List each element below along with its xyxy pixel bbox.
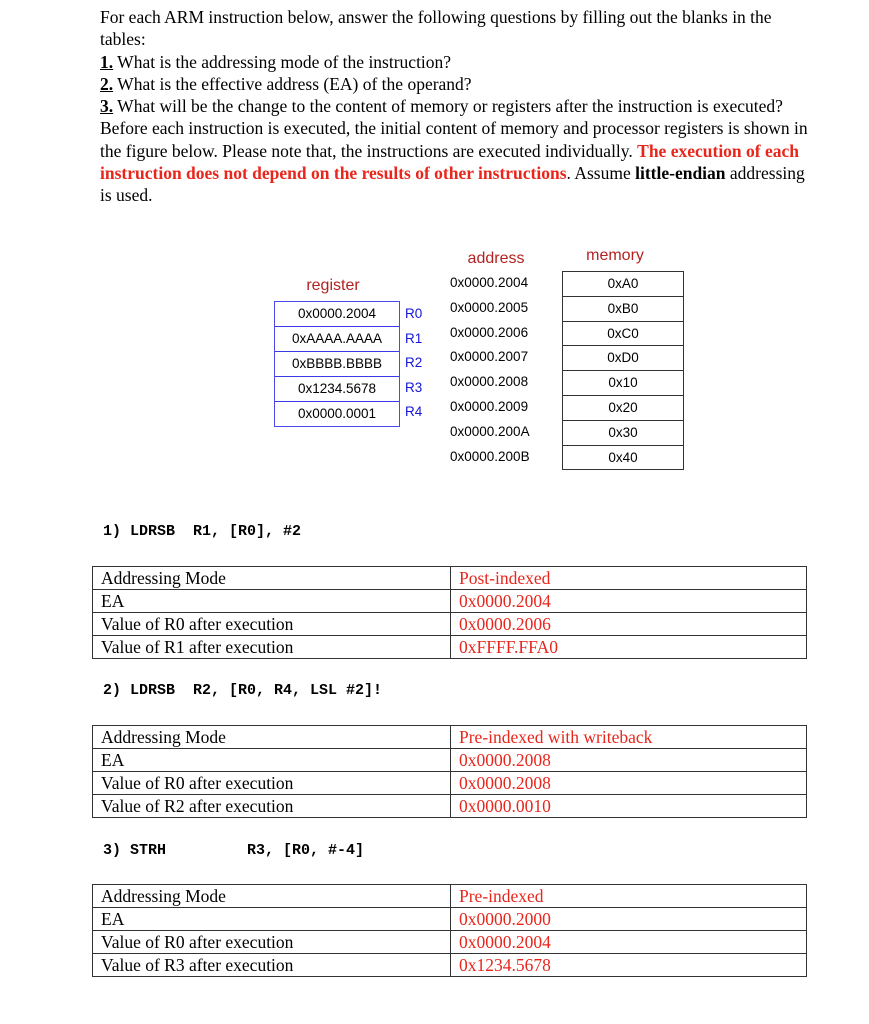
answer-cell[interactable]: 0x0000.2008	[451, 749, 807, 772]
instruction-2: 2) LDRSB R2, [R0, R4, LSL #2]!	[103, 682, 383, 699]
memory-address: 0x0000.2005	[450, 299, 529, 315]
memory-address: 0x0000.2007	[450, 349, 529, 365]
register-table	[274, 301, 400, 427]
table-row	[93, 749, 807, 772]
context-paragraph	[100, 117, 820, 206]
table-row	[93, 567, 807, 590]
table-row	[93, 726, 807, 749]
q1-number: 1.	[100, 51, 114, 72]
answer-cell[interactable]: Pre-indexed	[451, 885, 807, 908]
row-label: EA	[93, 590, 451, 613]
answer-table-1	[92, 566, 807, 659]
memory-value: 0x20	[563, 396, 683, 421]
answer-cell[interactable]: 0x0000.2004	[451, 931, 807, 954]
memory-address: 0x0000.200A	[450, 423, 530, 439]
context-text: Before each instruction is executed, the initial content of memory and processor registers is shown in the figure below. Please note that, the instructions are executed individually.	[100, 118, 808, 161]
endian-text: little-endian	[635, 163, 726, 184]
tail-text-1: . Assume	[566, 163, 636, 184]
answer-cell[interactable]: Pre-indexed with writeback	[451, 726, 807, 749]
memory-value: 0xC0	[563, 322, 683, 347]
register-value: 0x0000.0001	[297, 406, 377, 421]
question-1	[100, 51, 820, 73]
memory-address: 0x0000.200B	[450, 448, 530, 464]
row-label: Value of R0 after execution	[93, 931, 451, 954]
register-value: 0xBBBB.BBBB	[275, 352, 399, 377]
answer-cell[interactable]: 0x0000.2004	[451, 590, 807, 613]
table-row	[93, 590, 807, 613]
table-row	[93, 908, 807, 931]
table-row	[93, 636, 807, 659]
answer-cell[interactable]: 0x0000.0010	[451, 795, 807, 818]
answer-table-2	[92, 725, 807, 818]
q1-text: What is the addressing mode of the instruction?	[113, 51, 452, 72]
row-label: Value of R0 after execution	[93, 772, 451, 795]
memory-address: 0x0000.2006	[450, 324, 529, 340]
row-label: Addressing Mode	[93, 726, 451, 749]
row-label: Addressing Mode	[93, 567, 451, 590]
answer-cell[interactable]: 0x1234.5678	[451, 954, 807, 977]
address-column	[450, 271, 530, 469]
memory-value: 0x10	[563, 371, 683, 396]
memory-address: 0x0000.2008	[450, 374, 529, 390]
address-label: address	[467, 250, 525, 267]
row-label: Value of R0 after execution	[93, 613, 451, 636]
row-label: Addressing Mode	[93, 885, 451, 908]
instructions-text	[100, 6, 820, 207]
memory-value: 0xB0	[563, 297, 683, 322]
question-2	[100, 73, 820, 95]
register-name: R4	[405, 404, 423, 419]
register-name: R1	[405, 330, 423, 346]
row-label: EA	[93, 908, 451, 931]
register-name: R2	[405, 355, 423, 370]
q2-number: 2.	[100, 73, 114, 94]
instruction-1: 1) LDRSB R1, [R0], #2	[103, 523, 302, 540]
register-value: 0x0000.2004	[275, 302, 399, 327]
answer-table-3	[92, 884, 807, 977]
q3-number: 3.	[100, 96, 114, 117]
warning-text: The execution of each instruction does not depend on the results of other instructions	[100, 140, 800, 184]
memory-value: 0xD0	[563, 346, 683, 371]
register-name: R3	[405, 379, 423, 395]
table-row	[93, 795, 807, 818]
register-name: R0	[405, 306, 423, 321]
row-label: Value of R2 after execution	[93, 795, 451, 818]
table-row	[93, 772, 807, 795]
answer-cell[interactable]: 0x0000.2000	[451, 908, 807, 931]
table-row	[93, 613, 807, 636]
memory-address: 0x0000.2009	[450, 398, 529, 414]
register-value: 0x1234.5678	[275, 377, 399, 402]
instruction-3: 3) STRH R3, [R0, #-4]	[103, 842, 365, 859]
memory-value: 0x40	[608, 449, 638, 465]
row-label: Value of R3 after execution	[93, 954, 451, 977]
q3-text: What will be the change to the content of memory or registers after the instruction is executed?	[113, 96, 783, 117]
memory-label: memory	[586, 247, 644, 264]
answer-cell[interactable]: Post-indexed	[451, 567, 807, 590]
answer-cell[interactable]: 0x0000.2006	[451, 613, 807, 636]
memory-value: 0xA0	[563, 272, 683, 297]
memory-address: 0x0000.2004	[450, 275, 529, 290]
answer-cell[interactable]: 0x0000.2008	[451, 772, 807, 795]
table-row	[93, 931, 807, 954]
memory-table	[562, 271, 684, 470]
intro-line: For each ARM instruction below, answer the following questions by filling out the blanks in the tables:	[100, 7, 772, 50]
question-3	[100, 95, 820, 117]
tail-text-2: addressing is used.	[100, 163, 805, 206]
row-label: EA	[93, 749, 451, 772]
table-row	[93, 954, 807, 977]
row-label: Value of R1 after execution	[93, 636, 451, 659]
answer-cell[interactable]: 0xFFFF.FFA0	[451, 636, 807, 659]
q2-text: What is the effective address (EA) of the operand?	[113, 73, 472, 94]
register-value: 0xAAAA.AAAA	[275, 327, 399, 352]
register-label: register	[306, 277, 360, 294]
register-names	[405, 302, 422, 425]
memory-value: 0x30	[563, 421, 683, 446]
table-row	[93, 885, 807, 908]
